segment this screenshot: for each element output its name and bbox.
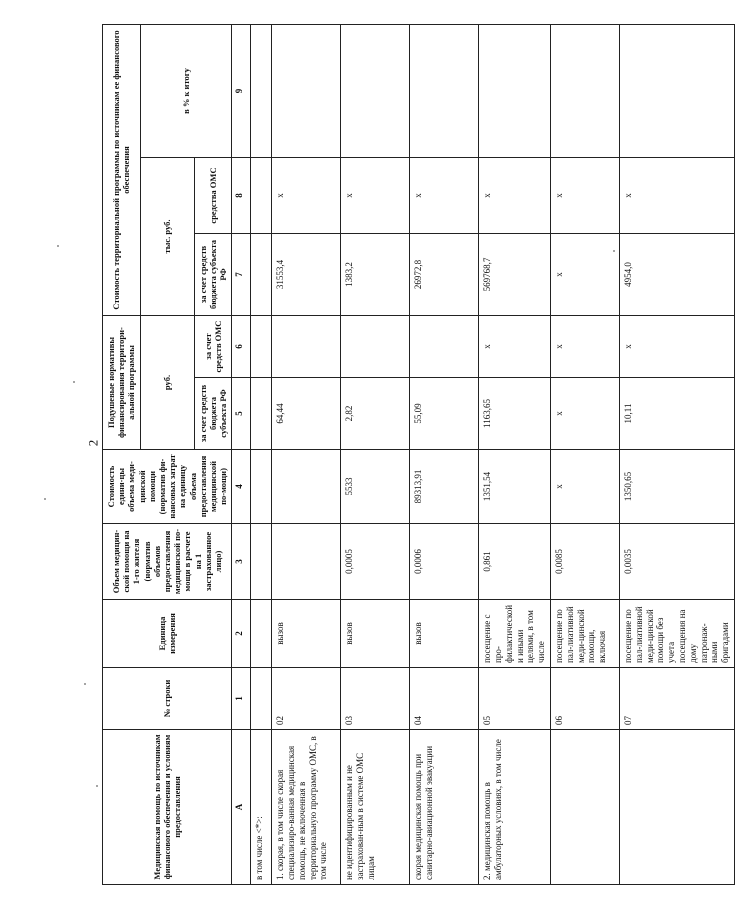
row-norm-oms: х xyxy=(551,315,620,377)
row-percent xyxy=(251,24,272,157)
column-number: 5 xyxy=(232,378,251,450)
row-line: 04 xyxy=(410,668,479,730)
row-norm-budget xyxy=(251,378,272,450)
row-name xyxy=(551,730,620,885)
scan-speck xyxy=(73,381,75,383)
table-row xyxy=(410,24,479,884)
row-unit: вызов xyxy=(272,600,341,668)
header-row-1 xyxy=(103,24,141,884)
row-percent xyxy=(551,24,620,157)
row-line: 02 xyxy=(272,668,341,730)
header-col-1: № строки xyxy=(103,668,232,730)
row-cost-budget: х xyxy=(551,233,620,315)
row-norm-budget: 2,82 xyxy=(341,378,410,450)
row-unit: вызов xyxy=(410,600,479,668)
row-volume: 0,0006 xyxy=(410,524,479,600)
column-number: 3 xyxy=(232,524,251,600)
column-number: 2 xyxy=(232,600,251,668)
row-norm-budget: 1163,65 xyxy=(479,378,551,450)
row-percent xyxy=(341,24,410,157)
row-norm-oms: х xyxy=(620,315,735,377)
row-cost-oms: х xyxy=(479,157,551,233)
table-row xyxy=(251,24,272,884)
row-cost-budget xyxy=(251,233,272,315)
row-cost-budget: 26972,8 xyxy=(410,233,479,315)
row-percent xyxy=(479,24,551,157)
rotated-table-container xyxy=(102,25,731,885)
row-percent xyxy=(410,24,479,157)
row-line: 05 xyxy=(479,668,551,730)
row-unit-cost xyxy=(272,450,341,524)
row-percent xyxy=(620,24,735,157)
header-col-6: за счет средств ОМС xyxy=(194,315,232,377)
row-unit-cost: 89313,91 xyxy=(410,450,479,524)
scan-speck xyxy=(44,498,46,500)
row-volume xyxy=(272,524,341,600)
row-cost-oms: х xyxy=(620,157,735,233)
header-col-4: Стоимость едини-цы объема меди-цинской помощи (норматив фи-нансовых затрат на единицу объема предоставления медицинской по-мощи) xyxy=(103,450,232,524)
header-col-5: за счет средств бюджета субъекта РФ xyxy=(194,378,232,450)
row-volume: 0,0035 xyxy=(620,524,735,600)
row-unit xyxy=(251,600,272,668)
table-row xyxy=(620,24,735,884)
row-cost-budget: 4954,0 xyxy=(620,233,735,315)
row-cost-oms: х xyxy=(410,157,479,233)
row-norm-oms xyxy=(341,315,410,377)
row-cost-budget: 569768,7 xyxy=(479,233,551,315)
row-norm-oms xyxy=(272,315,341,377)
column-number-row xyxy=(232,24,251,884)
row-name: 1. скорая, в том числе скорая специализиро-ванная медицинская помощь, не включенная в территориальную программу ОМС, в том числе xyxy=(272,730,341,885)
table-row xyxy=(272,24,341,884)
scan-speck xyxy=(84,683,86,685)
row-name: скорая медицинская помощь при санитарно-авиационной эвакуации xyxy=(410,730,479,885)
row-unit: посещение по пал-лиативной меди-цинской помощи без учета посещения на дому патронаж-ными бригадами xyxy=(620,600,735,668)
header-group-cost: Стоимость территориальной программы по источникам ее финансового обеспечения xyxy=(103,24,141,315)
page-number: 2 xyxy=(85,439,101,447)
row-line: 03 xyxy=(341,668,410,730)
row-norm-budget: х xyxy=(551,378,620,450)
row-volume: 0,0005 xyxy=(341,524,410,600)
financing-table xyxy=(102,24,735,885)
row-norm-budget: 55,09 xyxy=(410,378,479,450)
table-row xyxy=(551,24,620,884)
header-rub: руб. xyxy=(140,315,194,449)
row-line: 06 xyxy=(551,668,620,730)
header-col-3: Объем медицин-ской помощи на 1-го жителя (норматив объемов предоставления медицинской по-мощи в расчете на 1 застрахованное лицо) xyxy=(103,524,232,600)
table-row xyxy=(479,24,551,884)
column-number: 9 xyxy=(232,24,251,157)
row-cost-oms: х xyxy=(272,157,341,233)
row-unit-cost: 1351,54 xyxy=(479,450,551,524)
row-line xyxy=(251,668,272,730)
row-percent xyxy=(272,24,341,157)
row-unit-cost: 5533 xyxy=(341,450,410,524)
row-unit: вызов xyxy=(341,600,410,668)
row-norm-budget: 10,11 xyxy=(620,378,735,450)
row-unit-cost: х xyxy=(551,450,620,524)
header-group-norm: Подушевые нормативы финансирования территори-альной программы xyxy=(103,315,141,449)
row-norm-budget: 64,44 xyxy=(272,378,341,450)
column-number: 7 xyxy=(232,233,251,315)
row-unit-cost: 1350,65 xyxy=(620,450,735,524)
scan-speck xyxy=(96,785,98,787)
row-volume xyxy=(251,524,272,600)
row-unit: посещение с про-филактической и иными целями, в том числе xyxy=(479,600,551,668)
row-cost-oms xyxy=(251,157,272,233)
header-col-9: в % к итогу xyxy=(140,24,232,157)
column-number: 1 xyxy=(232,668,251,730)
column-number: А xyxy=(232,730,251,885)
row-volume: 0,861 xyxy=(479,524,551,600)
row-cost-budget: 31553,4 xyxy=(272,233,341,315)
row-cost-oms: х xyxy=(341,157,410,233)
column-number: 4 xyxy=(232,450,251,524)
row-name: не идентифицированным и не застрахован-ным в системе ОМС лицам xyxy=(341,730,410,885)
scan-speck xyxy=(613,250,615,252)
row-norm-oms xyxy=(410,315,479,377)
row-cost-budget: 1383,2 xyxy=(341,233,410,315)
row-norm-oms xyxy=(251,315,272,377)
header-col-a: Медицинская помощь по источникам финансового обеспечения и условиям предоставления xyxy=(103,730,232,885)
row-unit: посещение по пал-лиативной меди-цинской помощи, включая xyxy=(551,600,620,668)
row-norm-oms: х xyxy=(479,315,551,377)
header-col-8: средства ОМС xyxy=(194,157,232,233)
column-number: 6 xyxy=(232,315,251,377)
row-name: в том числе <*>: xyxy=(251,730,272,885)
scan-speck xyxy=(57,245,59,247)
header-thousand-rub: тыс. руб. xyxy=(140,157,194,315)
row-name: 2. медицинская помощь в амбулаторных условиях, в том числе xyxy=(479,730,551,885)
row-line: 07 xyxy=(620,668,735,730)
row-cost-oms: х xyxy=(551,157,620,233)
row-unit-cost xyxy=(251,450,272,524)
column-number: 8 xyxy=(232,157,251,233)
header-col-7: за счет средств бюджета субъекта РФ xyxy=(194,233,232,315)
header-col-2: Единица измерения xyxy=(103,600,232,668)
row-name xyxy=(620,730,735,885)
table-row xyxy=(341,24,410,884)
row-volume: 0,0085 xyxy=(551,524,620,600)
